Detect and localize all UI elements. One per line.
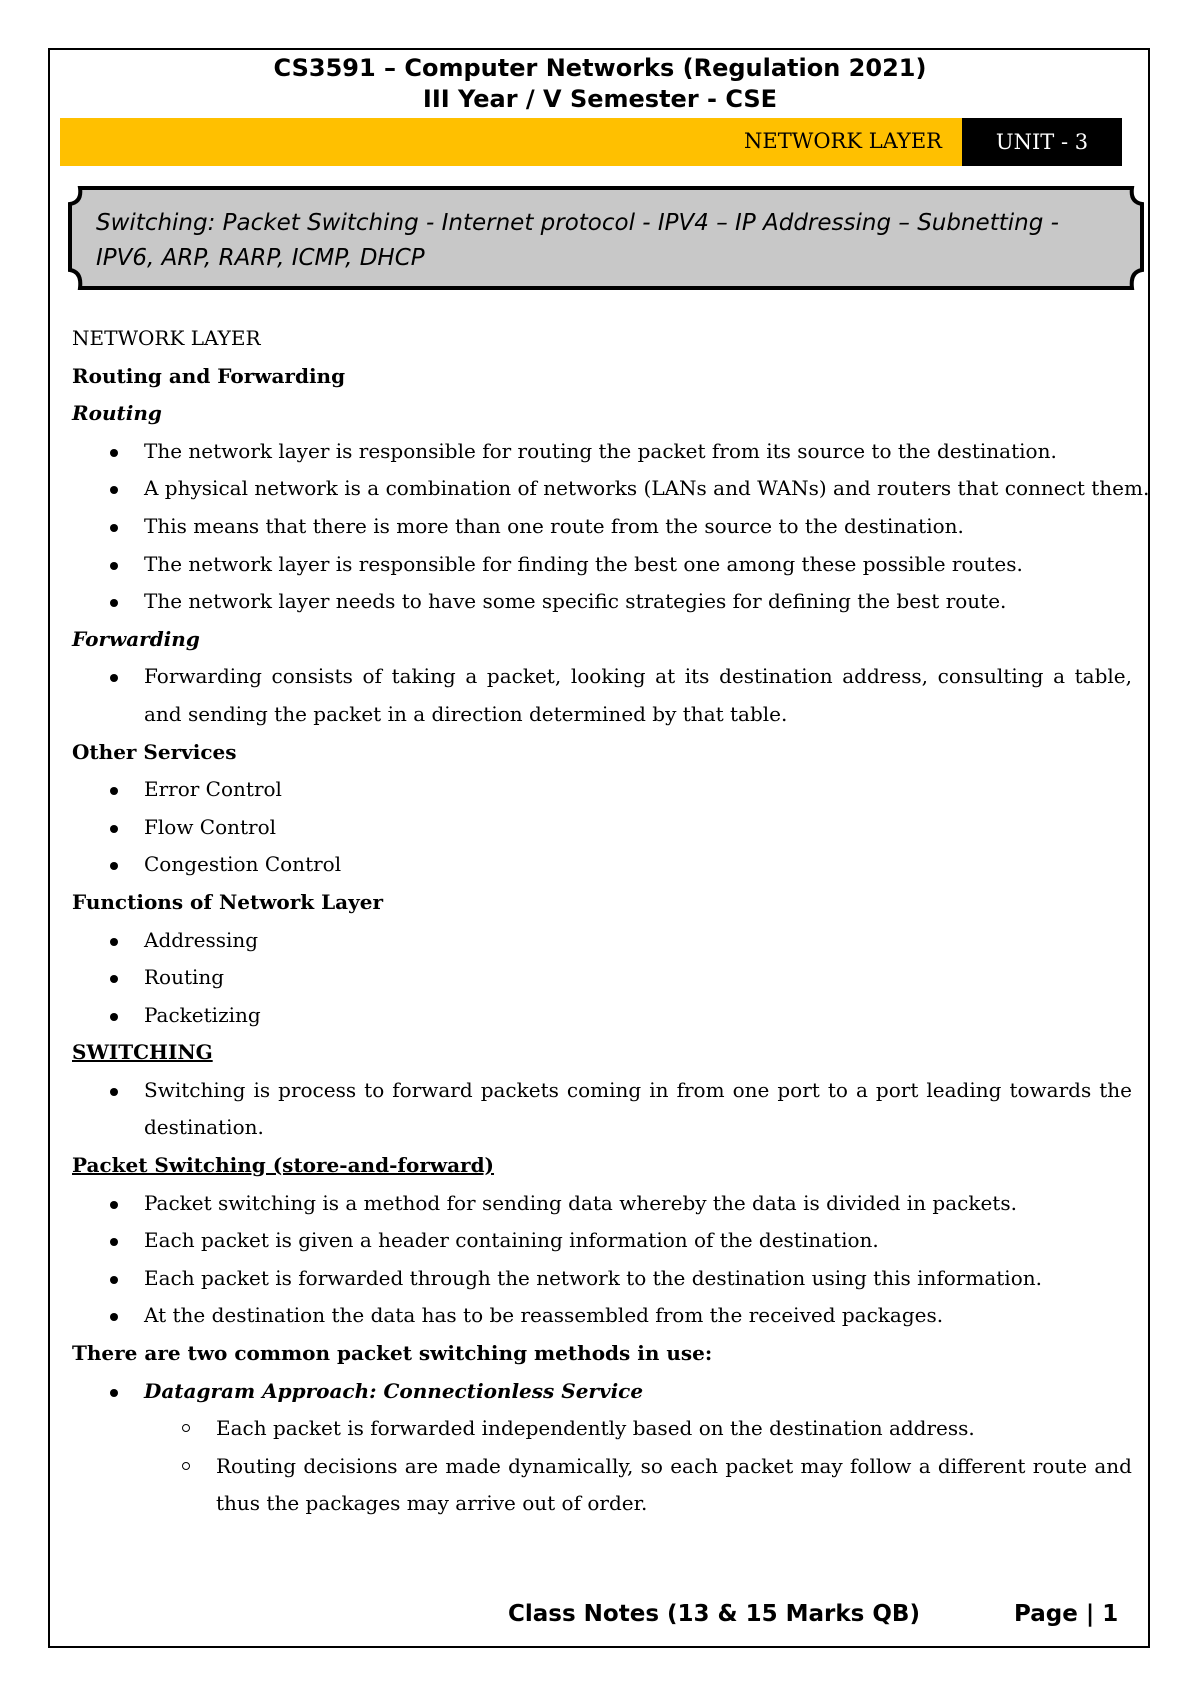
heading-methods: There are two common packet switching methods in use: — [72, 1341, 713, 1366]
list-item: Each packet is given a header containing information of the destination. — [72, 1222, 1132, 1260]
year-semester: III Year / V Semester - CSE — [422, 85, 778, 113]
list-item: Packet switching is a method for sending data whereby the data is divided in packets. — [72, 1185, 1132, 1223]
list-item: Routing — [72, 959, 1132, 997]
list-item: The network layer is responsible for routing the packet from its source to the destination. — [72, 433, 1132, 471]
list-item: This means that there is more than one route from the source to the destination. — [72, 508, 1132, 546]
heading-forwarding: Forwarding — [72, 626, 200, 651]
list-item: Each packet is forwarded through the network to the destination using this information. — [72, 1260, 1132, 1298]
heading-routing-forwarding: Routing and Forwarding — [72, 363, 346, 388]
footer-notes-label: Class Notes (13 & 15 Marks QB) — [508, 1601, 920, 1627]
sub-list-item: Each packet is forwarded independently based on the destination address. — [72, 1410, 1132, 1448]
heading-routing: Routing — [72, 401, 162, 426]
course-title: CS3591 – Computer Networks (Regulation 2021) — [273, 54, 927, 82]
list-item: The network layer needs to have some specific strategies for defining the best route. — [72, 583, 1132, 621]
list-item: Packetizing — [72, 997, 1132, 1035]
sub-list-item: Routing decisions are made dynamically, so each packet may follow a different route and thus the packages may arrive out of order. — [72, 1448, 1132, 1523]
heading-packet-switching: Packet Switching (store-and-forward) — [72, 1153, 495, 1178]
page-number: Page | 1 — [1014, 1601, 1119, 1627]
heading-other-services: Other Services — [72, 739, 237, 764]
section-band — [60, 118, 1122, 166]
list-item: A physical network is a combination of networks (LANs and WANs) and routers that connect them. — [72, 470, 1132, 508]
syllabus-text: Switching: Packet Switching - Internet protocol - IPV4 – IP Addressing – Subnetting - IPV6, ARP, RARP, ICMP, DHCP — [96, 210, 1059, 271]
section-label: NETWORK LAYER — [744, 129, 942, 153]
heading-switching: SWITCHING — [72, 1040, 213, 1065]
list-item: Forwarding consists of taking a packet, looking at its destination address, consulting a table, and sending the packet in a direction determined by that table. — [72, 658, 1132, 733]
list-item: The network layer is responsible for finding the best one among these possible routes. — [72, 546, 1132, 584]
unit-label: UNIT - 3 — [962, 118, 1122, 166]
list-item: Switching is process to forward packets coming in from one port to a port leading towards the destination. — [72, 1072, 1132, 1147]
list-item: Error Control — [72, 771, 1132, 809]
list-item: Congestion Control — [72, 846, 1132, 884]
list-item: At the destination the data has to be reassembled from the received packages. — [72, 1297, 1132, 1335]
heading-network-layer: NETWORK LAYER — [72, 326, 261, 350]
list-item: Flow Control — [72, 809, 1132, 847]
heading-functions: Functions of Network Layer — [72, 889, 384, 914]
datagram-heading: Datagram Approach: Connectionless Service — [72, 1373, 1132, 1411]
page-content — [72, 320, 1150, 1523]
list-item: Addressing — [72, 922, 1132, 960]
